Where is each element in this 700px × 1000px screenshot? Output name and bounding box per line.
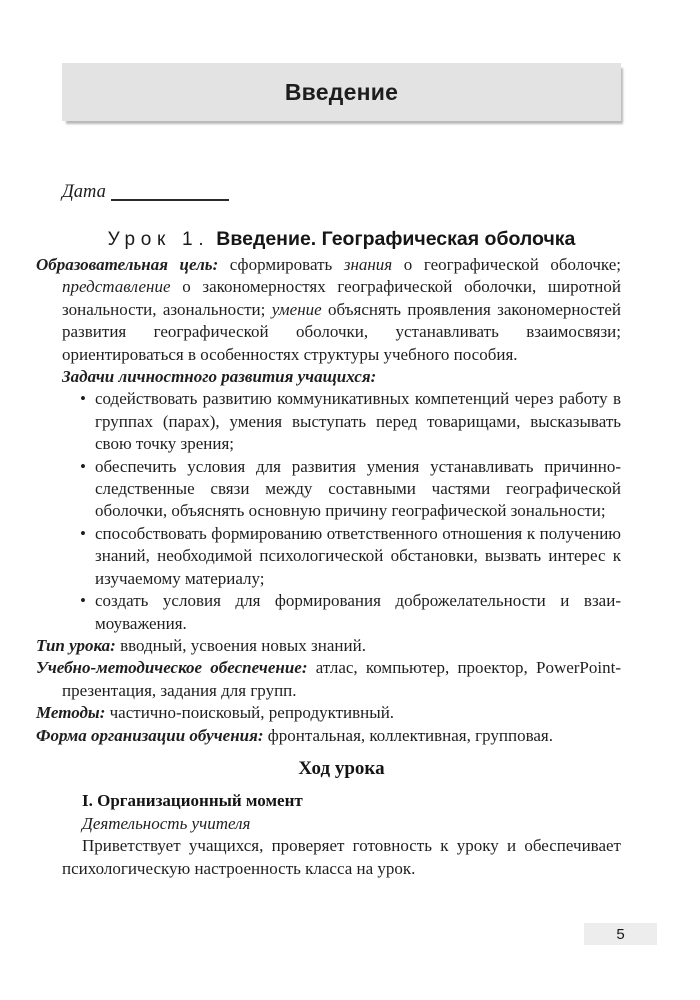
section-header-box [62,63,621,121]
goal-emphasis-umenie: умение [271,299,322,319]
form-label: Форма организации обучения: [36,725,264,745]
tasks-label: Задачи личностного развития учащихся: [62,367,377,387]
paragraph-methods [36,702,621,724]
list-item [62,456,621,523]
goal-emphasis-predstavlenie: представление [62,277,171,297]
list-item [62,523,621,590]
date-row [62,182,229,203]
bullet-icon: • [80,389,86,409]
teacher-activity-text: Приветствует учащихся, проверяет готовность к уроку и обеспечивает психологическую настроенность класса на урок. [62,836,621,878]
teacher-activity-label: Деятельность учителя [82,813,251,833]
goal-text: сформировать [218,255,344,274]
methods-text: частично-поисковый, репродуктивный. [109,703,395,723]
date-label: Дата [62,182,106,202]
paragraph-lesson-type [36,635,621,657]
date-blank-line [111,185,229,201]
tasks-list [62,388,621,634]
lesson-title: Введение. Географическая оболочка [216,228,576,250]
lesson-number: Урок 1. [107,229,210,250]
task-item-text: создать условия для формирования доброжелательности и взаимоуважения. [95,591,621,633]
methods-label: Методы: [36,703,106,723]
task-item-text: способствовать формированию ответственного отношения к получению знаний, необходимой психологической обстановки, вызвать интерес к изучаемому материалу; [95,523,621,588]
paragraph-educational-goal [36,254,622,366]
goal-text: о закономерностях географической оболочки, широтной зональности, азональности; [62,277,621,319]
task-item-text: обеспечить условия для развития умения устанавливать причинно-следственные связи между составными частями географической оболочки, объяснять основную причину географической зональности; [95,456,621,521]
course-heading: Ход урока [298,757,385,779]
lesson-body [36,254,622,880]
goal-emphasis-znaniya: знания [343,255,393,274]
materials-text: атлас, компьютер, проектор, PowerPoint-презентация, задания для групп. [62,658,621,700]
page-number-box [584,923,657,945]
form-text: фронтальная, коллективная, групповая. [267,725,553,745]
bullet-icon: • [80,523,86,543]
section-header-title: Введение [284,78,399,105]
lesson-type-text: вводный, усвоения новых знаний. [120,635,366,655]
lesson-heading [62,216,621,253]
lesson-type-label: Тип урока: [36,635,116,655]
list-item [62,590,621,635]
paragraph-materials [36,657,621,702]
goal-text: объяснять проявления закономерностей развития географической оболочки, устанавливать взаимосвязи; ориентироваться в особенностях структуры учебного пособия. [62,299,622,364]
bullet-icon: • [80,456,86,476]
list-item [62,388,621,455]
goal-text: о географической оболочке; [392,255,621,274]
goal-label: Образовательная цель: [36,255,219,274]
task-item-text: содействовать развитию коммуникативных компетенций через работу в группах (парах), умения выступать перед товарищами, высказывать свою точку зрения; [95,389,621,454]
stage-1-title: I. Организационный момент [82,791,303,811]
paragraph-form [36,725,621,747]
materials-label: Учебно-методическое обеспечение: [36,658,308,678]
paragraph-tasks-label [62,366,621,388]
page-number: 5 [616,925,625,943]
bullet-icon: • [80,591,86,611]
